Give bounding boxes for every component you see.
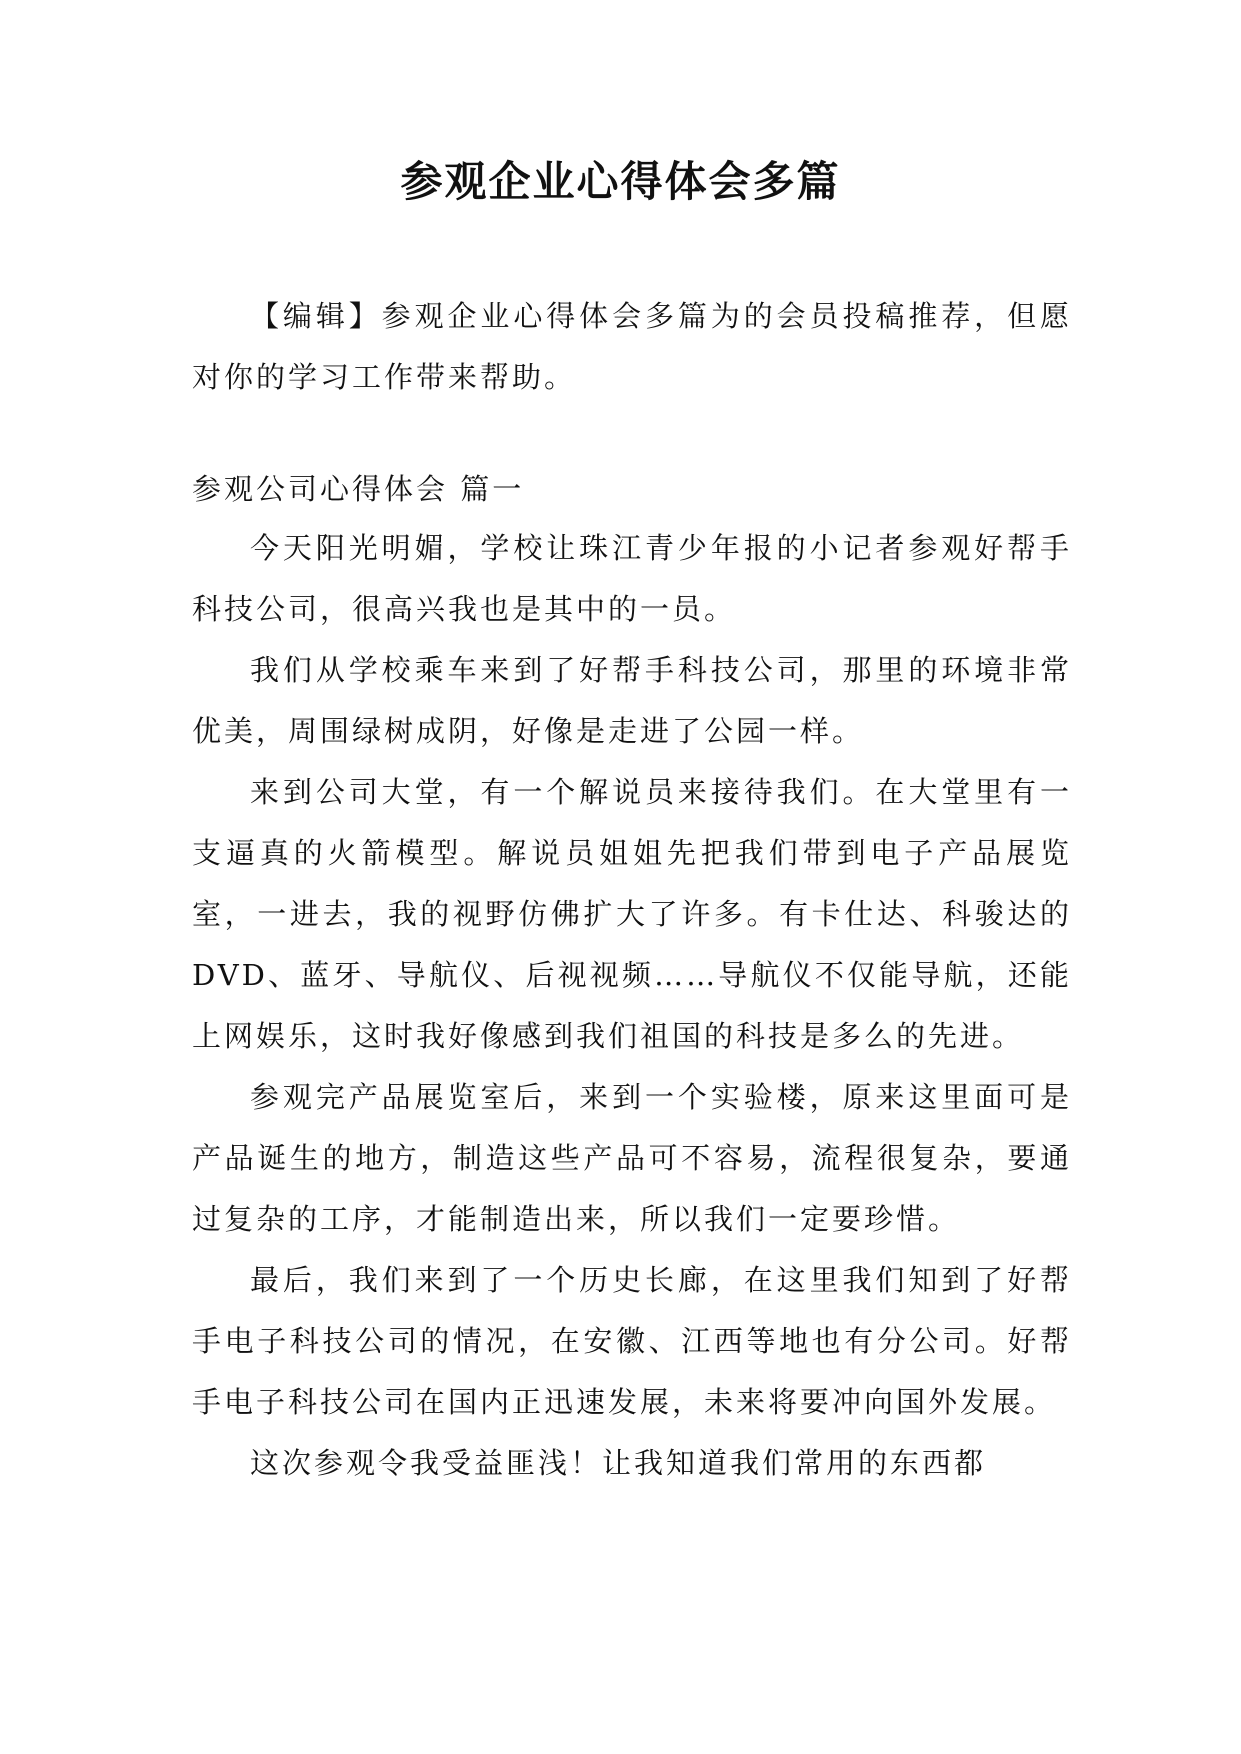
intro-block	[192, 286, 1072, 408]
body-paragraph-1: 今天阳光明媚，学校让珠江青少年报的小记者参观好帮手科技公司，很高兴我也是其中的一员。	[192, 531, 1072, 626]
body-paragraph-2: 我们从学校乘车来到了好帮手科技公司，那里的环境非常优美，周围绿树成阴，好像是走进了公园一样。	[192, 653, 1072, 748]
document-title: 参观企业心得体会多篇	[400, 157, 841, 206]
body-paragraph-3: 来到公司大堂，有一个解说员来接待我们。在大堂里有一支逼真的火箭模型。解说员姐姐先把我们带到电子产品展览室，一进去，我的视野仿佛扩大了许多。有卡仕达、科骏达的DVD、蓝牙、导航仪、后视视频……导航仪不仅能导航，还能上网娱乐，这时我好像感到我们祖国的科技是多么的先进。	[192, 775, 1072, 1053]
section-block	[192, 460, 1072, 1494]
body-paragraph-4: 参观完产品展览室后，来到一个实验楼，原来这里面可是产品诞生的地方，制造这些产品可不容易，流程很复杂，要通过复杂的工序，才能制造出来，所以我们一定要珍惜。	[192, 1080, 1072, 1236]
body-paragraph-5: 最后，我们来到了一个历史长廊，在这里我们知到了好帮手电子科技公司的情况，在安徽、江西等地也有分公司。好帮手电子科技公司在国内正迅速发展，未来将要冲向国外发展。	[192, 1263, 1072, 1419]
intro-paragraph: 【编辑】参观企业心得体会多篇为的会员投稿推荐，但愿对你的学习工作带来帮助。	[192, 299, 1072, 394]
body-paragraph-6: 这次参观令我受益匪浅！让我知道我们常用的东西都	[250, 1446, 987, 1480]
section-heading: 参观公司心得体会 篇一	[192, 472, 525, 506]
